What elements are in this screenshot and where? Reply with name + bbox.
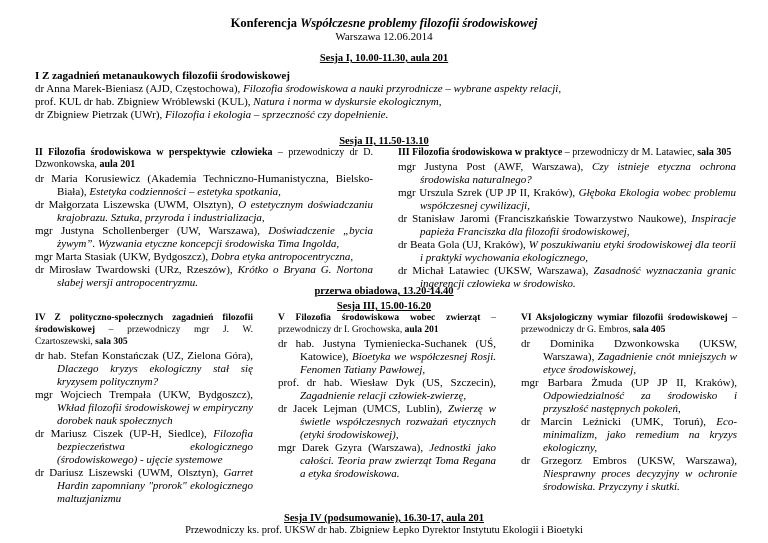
talk-item: mgr Justyna Schollenberger (UW, Warszawa), Doświadczenie „bycia żywym”. Wyzwania etyczne koncepcji środowiska Tima Ingolda,: [35, 225, 374, 250]
section-6-column: [521, 312, 737, 494]
talk-item: dr Stanisław Jaromi (Franciszkańskie Towarzystwo Naukowe), Inspiracje papieża Franciszka dla filozofii środowiskowej,: [398, 213, 736, 238]
talk-item: dr Dariusz Liszewski (UWM, Olsztyn), Garret Hardin zapomniany "prorok" ekologicznego maltuzjanizmu: [35, 467, 253, 505]
section-5-column: [278, 312, 496, 481]
talk-item: dr hab. Justyna Tymieniecka-Suchanek (UŚ, Katowice), Bioetyka we współczesnej Rosji. Fenomen Tatiany Pawłowej,: [278, 338, 496, 376]
section-4-column: [35, 312, 253, 506]
talk-item: dr Michał Latawiec (UKSW, Warszawa), Zasadność wyznaczania granic ingerencji człowieka w środowisko.: [398, 265, 736, 290]
talk-item: prof. dr hab. Wiesław Dyk (US, Szczecin), Zagadnienie relacji człowiek-zwierzę,: [278, 377, 496, 402]
talk-item: mgr Urszula Szrek (UP JP II, Kraków), Głęboka Ekologia wobec problemu współczesnej cywilizacji,: [398, 187, 736, 212]
talk-item: dr Zbigniew Pietrzak (UWr), Filozofia i ekologia – sprzeczność czy dopełnienie.: [35, 109, 389, 121]
session-2-header: Sesja II, 11.50-13.10: [339, 136, 429, 147]
section-4-title: IV Z polityczno-społecznych zagadnień filozofii środowiskowej – przewodniczy mgr J. W. Czartoszewski, sala 305: [35, 313, 253, 347]
lunch-break: przerwa obiadowa, 13.20-14.40: [314, 286, 454, 297]
talk-item: mgr Wojciech Trempała (UKW, Bydgoszcz), Wkład filozofii środowiskowej w empiryczny dorobek nauk społecznych: [35, 389, 253, 427]
session-4-header: Sesja IV (podsumowanie), 16.30-17, aula 201: [284, 513, 484, 524]
section-2-column: [35, 147, 373, 290]
conference-title: Konferencja Współczesne problemy filozofii środowiskowej: [230, 16, 538, 30]
section-1-title: I Z zagadnień metanaukowych filozofii środowiskowej: [35, 70, 290, 82]
section-6-title: VI Aksjologiczny wymiar filozofii środowiskowej – przewodniczy dr G. Embros, sala 405: [521, 313, 737, 335]
talk-item: dr Maria Korusiewicz (Akademia Techniczno-Humanistyczna, Bielsko-Biała), Estetyka codzienności – estetyka spotkania,: [35, 173, 373, 198]
session-1-header: Sesja I, 10.00-11.30, aula 201: [319, 53, 449, 64]
talk-item: mgr Marta Stasiak (UKW, Bydgoszcz), Dobra etyka antropocentryczna,: [35, 251, 354, 263]
section-5-title: V Filozofia środowiskowa wobec zwierząt – przewodniczy dr I. Grochowska, aula 201: [278, 313, 497, 335]
talk-item: mgr Barbara Żmuda (UP JP II, Kraków), Odpowiedzialność za środowisko i przyszłość następnych pokoleń,: [521, 377, 737, 415]
session-1-block: [35, 70, 735, 122]
conference-date: Warszawa 12.06.2014: [335, 31, 433, 43]
session-3-header: Sesja III, 15.00-16.20: [336, 301, 432, 312]
section-3-title: III Filozofia środowiskowa w praktyce – przewodniczy dr M. Latawiec, sala 305: [398, 147, 732, 158]
talk-item: mgr Darek Gzyra (Warszawa), Jednostki jako całości. Teoria praw zwierząt Toma Regana a etyka środowiskowa.: [278, 442, 496, 480]
talk-item: dr hab. Stefan Konstańczak (UZ, Zielona Góra), Dlaczego kryzys ekologiczny stał się kryzysem politycznym?: [35, 350, 253, 388]
talk-item: dr Marcin Leźnicki (UMK, Toruń), Eco-minimalizm, jako remedium na kryzys ekologiczny,: [521, 416, 737, 454]
talk-item: dr Małgorzata Liszewska (UWM, Olsztyn), O estetycznym doświadczaniu krajobrazu. Sztuka, przyroda i industrializacja,: [35, 199, 373, 224]
session-4-chair: Przewodniczy ks. prof. UKSW dr hab. Zbigniew Łepko Dyrektor Instytutu Ekologii i Bioetyki: [185, 525, 583, 536]
talk-item: dr Anna Marek-Bieniasz (AJD, Częstochowa), Filozofia środowiskowa a nauki przyrodnicze – wybrane aspekty relacji,: [35, 83, 562, 95]
talk-item: prof. KUL dr hab. Zbigniew Wróblewski (KUL), Natura i norma w dyskursie ekologicznym,: [35, 96, 442, 108]
talk-item: dr Grzegorz Embros (UKSW, Warszawa), Niesprawny proces decyzyjny w ochronie środowiska. Przyczyny i skutki.: [521, 455, 737, 493]
talk-item: dr Jacek Lejman (UMCS, Lublin), Zwierzę w świetle współczesnych rozważań etycznych (etyki środowiskowej),: [278, 403, 496, 441]
talk-item: dr Mirosław Twardowski (URz, Rzeszów), Krótko o Bryana G. Nortona słabej wersji antropocentryzmu.: [35, 264, 374, 289]
talk-item: dr Mariusz Ciszek (UP-H, Siedlce), Filozofia bezpieczeństwa ekologicznego (środowiskowego) - ujęcie systemowe: [35, 428, 253, 466]
talk-item: dr Beata Gola (UJ, Kraków), W poszukiwaniu etyki środowiskowej dla teorii i praktyki wychowania ekologicznego,: [398, 239, 736, 264]
section-2-title: II Filozofia środowiskowa w perspektywie człowieka – przewodniczy dr D. Dzwonkowska, aula 201: [35, 147, 374, 170]
talk-item: dr Dominika Dzwonkowska (UKSW, Warszawa), Zagadnienie cnót mniejszych w etyce środowiskowej,: [521, 338, 737, 376]
talk-item: mgr Justyna Post (AWF, Warszawa), Czy istnieje etyczna ochrona środowiska naturalnego?: [398, 161, 736, 186]
section-3-column: [398, 147, 736, 291]
